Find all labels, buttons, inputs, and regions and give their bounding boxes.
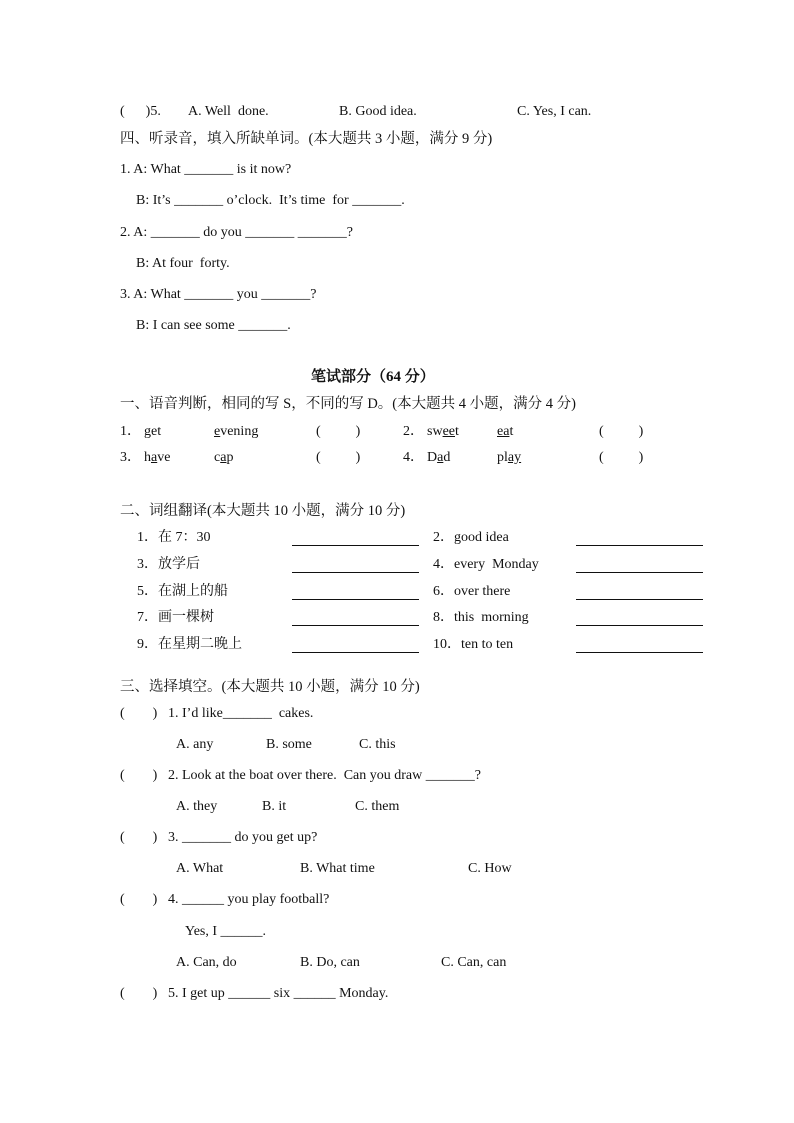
listening-q5-number: ( )5. [120,104,161,119]
translation-item-10: 10．ten to ten [433,637,514,652]
choice-q5-stem: 5. I get up ______ six ______ Monday. [168,986,389,1001]
choice-q3-option-c: C. How [468,861,512,876]
translation-item-3: 3．放学后 [137,557,200,572]
section4-heading: 四、听录音，填入所缺单词。(本大题共 3 小题，满分 9 分) [120,131,493,147]
choice-q2-stem: 2. Look at the boat over there. Can you draw _______? [168,768,481,783]
translation-item-1: 1．在 7：30 [137,530,211,545]
choice-q4-answer[interactable]: ( ) [120,892,158,907]
section4-line-2: B: It’s _______ o’clock. It’s time for _______. [136,193,405,208]
translation-item-2: 2．good idea [433,530,509,545]
choice-q2-option-a: A. they [176,799,218,814]
translation-answer-6[interactable] [576,599,703,600]
translation-answer-7[interactable] [292,625,419,626]
phonics-item-3-word-a: have [144,450,171,465]
phonics-item-1-number: 1． [120,424,141,439]
choice-q1-option-c: C. this [359,737,396,752]
choice-q4-option-a: A. Can, do [176,955,237,970]
translation-item-8: 8．this morning [433,610,529,625]
choice-q1-option-a: A. any [176,737,214,752]
translation-item-4: 4．every Monday [433,557,539,572]
choice-heading: 三、选择填空。(本大题共 10 小题，满分 10 分) [120,679,420,695]
section4-line-1: 1. A: What _______ is it now? [120,162,292,177]
phonics-item-3-number: 3． [120,450,141,465]
choice-q4-option-b: B. Do, can [300,955,360,970]
phonics-heading: 一、语音判断，相同的写 S，不同的写 D。(本大题共 4 小题，满分 4 分) [120,396,576,412]
phonics-item-2-word-a: sweet [427,424,459,439]
listening-q5-option-a: A. Well done. [188,104,269,119]
translation-item-6: 6．over there [433,584,511,599]
translation-answer-9[interactable] [292,652,419,653]
choice-q3-stem: 3. _______ do you get up? [168,830,318,845]
choice-q2-option-c: C. them [355,799,400,814]
translation-answer-4[interactable] [576,572,703,573]
phonics-item-4-word-b: play [497,450,522,465]
translation-answer-3[interactable] [292,572,419,573]
phonics-item-1-word-a: get [144,424,162,439]
choice-q4-stem: 4. ______ you play football? [168,892,330,907]
listening-q5-option-b: B. Good idea. [339,104,417,119]
phonics-item-2-number: 2． [403,424,424,439]
choice-q4-sub: Yes, I ______. [185,924,267,939]
phonics-item-2-word-b: eat [497,424,514,439]
translation-answer-10[interactable] [576,652,703,653]
phonics-item-4-word-a: Dad [427,450,451,465]
translation-answer-1[interactable] [292,545,419,546]
translation-answer-5[interactable] [292,599,419,600]
phonics-item-4-number: 4． [403,450,424,465]
translation-item-9: 9．在星期二晚上 [137,637,242,652]
phonics-item-4-answer[interactable]: ( ) [599,450,644,465]
choice-q2-option-b: B. it [262,799,287,814]
phonics-item-1-answer[interactable]: ( ) [316,424,361,439]
choice-q4-option-c: C. Can, can [441,955,507,970]
phonics-item-3-word-b: cap [214,450,234,465]
choice-q3-option-b: B. What time [300,861,375,876]
written-part-title: 笔试部分（64 分） [311,369,435,385]
choice-q3-answer[interactable]: ( ) [120,830,158,845]
section4-line-4: B: At four forty. [136,256,230,271]
section4-line-3: 2. A: _______ do you _______ _______? [120,225,353,240]
choice-q1-stem: 1. I’d like_______ cakes. [168,706,314,721]
translation-item-7: 7．画一棵树 [137,610,214,625]
phonics-item-3-answer[interactable]: ( ) [316,450,361,465]
translation-answer-2[interactable] [576,545,703,546]
choice-q5-answer[interactable]: ( ) [120,986,158,1001]
section4-line-5: 3. A: What _______ you _______? [120,287,317,302]
listening-q5-option-c: C. Yes, I can. [517,104,592,119]
phonics-item-2-answer[interactable]: ( ) [599,424,644,439]
choice-q1-answer[interactable]: ( ) [120,706,158,721]
translation-item-5: 5．在湖上的船 [137,584,228,599]
translation-answer-8[interactable] [576,625,703,626]
choice-q2-answer[interactable]: ( ) [120,768,158,783]
translation-heading: 二、词组翻译(本大题共 10 小题，满分 10 分) [120,503,406,519]
choice-q1-option-b: B. some [266,737,312,752]
phonics-item-1-word-b: evening [214,424,259,439]
section4-line-6: B: I can see some _______. [136,318,291,333]
choice-q3-option-a: A. What [176,861,224,876]
